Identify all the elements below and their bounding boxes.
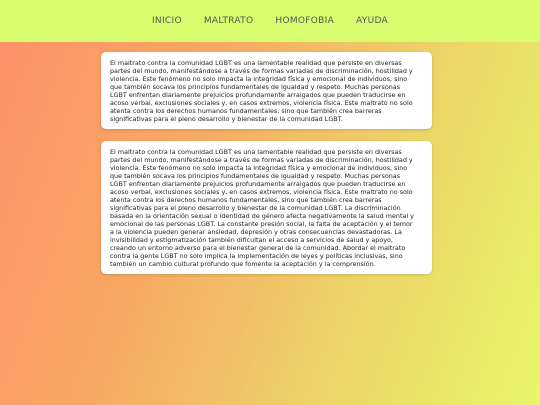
card-paragraph: El maltrato contra la comunidad LGBT es una lamentable realidad que persiste en diversas partes del mundo, manifestándose a través de formas variadas de discriminación, hostilidad y violencia. Este fenómeno no solo impacta la integridad física y emocional de individuos, sino que también socava los principios fundamentales de igualdad y respeto. Muchas personas LGBT enfrentan diariamente prejuicios profundamente arraigados que pueden traducirse en acoso verbal, exclusiones sociales y, en casos extremos, violencia física. Este maltrato no solo atenta contra los derechos humanos fundamentales, sino que también crea barreras significativas para el pleno desarrollo y bienestar de la comunidad LGBT. La discriminación basada en la orientación sexual o identidad de género afecta negativamente la salud mental y emocional de las personas LGBT. La constante presión social, la falta de aceptación y el temor a la violencia pueden generar ansiedad, depresión y otras consecuencias devastadoras. La invisibilidad y estigmatización también dificultan el acceso a servicios de salud y apoyo, creando un entorno adverso para el bienestar general de la comunidad. Abordar el maltrato contra la gente LGBT no solo implica la implementación de leyes y políticas inclusivas, sino también un cambio cultural profundo que fomente la aceptación y la comprensión.: [110, 148, 414, 268]
nav-link-maltrato[interactable]: MALTRATO: [203, 16, 254, 26]
nav-link-homofobia[interactable]: HOMOFOBIA: [275, 16, 335, 26]
nav-link-inicio[interactable]: INICIO: [151, 16, 182, 26]
top-nav-bar: [0, 0, 540, 42]
main-nav: [152, 16, 388, 26]
card-paragraph: El maltrato contra la comunidad LGBT es una lamentable realidad que persiste en diversas partes del mundo, manifestándose a través de formas variadas de discriminación, hostilidad y violencia. Este fenómeno no solo impacta la integridad física y emocional de individuos, sino que también socava los principios fundamentales de igualdad y respeto. Muchas personas LGBT enfrentan diariamente prejuicios profundamente arraigados que pueden traducirse en acoso verbal, exclusiones sociales y, en casos extremos, violencia física. Este maltrato no solo atenta contra los derechos humanos fundamentales, sino que también crea barreras significativas para el pleno desarrollo y bienestar de la comunidad LGBT.: [110, 59, 413, 123]
nav-link-ayuda[interactable]: AYUDA: [356, 16, 389, 26]
content-card-intro: [101, 52, 432, 129]
content-card-detail: [101, 141, 432, 274]
